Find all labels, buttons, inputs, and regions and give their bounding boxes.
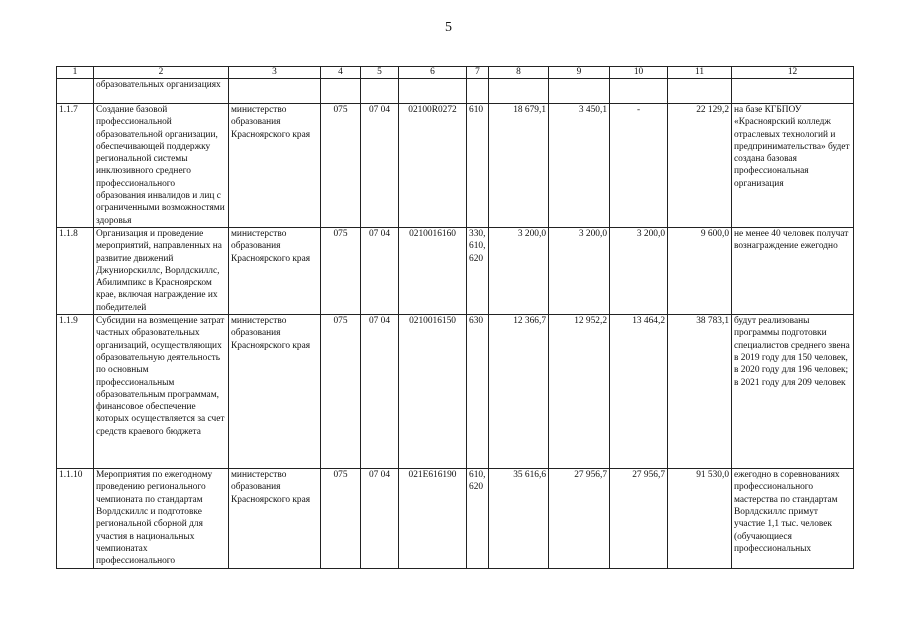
item-number [57, 79, 94, 104]
amount-2020 [549, 79, 610, 104]
amount-total: 91 530,0 [668, 469, 732, 569]
amount-total: 9 600,0 [668, 227, 732, 314]
expected-result: ежегодно в соревнованиях профессионального мастерства по стандартам Ворлдскиллс примут участие 1,1 тыс. человек (обучающиеся профессиональных [732, 469, 854, 569]
section-code: 07 04 [361, 104, 399, 228]
amount-2020: 12 952,2 [549, 315, 610, 469]
expected-result: будут реализованы программы подготовки специалистов среднего звена в 2019 году для 150 человек, в 2020 году для 196 человек; в 2021 году для 209 человек [732, 315, 854, 469]
expected-result: не менее 40 человек получат вознаграждение ежегодно [732, 227, 854, 314]
grbs-code [321, 79, 361, 104]
expense-type: 630 [467, 315, 489, 469]
amount-2021 [610, 79, 668, 104]
target-article: 021E616190 [399, 469, 467, 569]
column-number: 2 [94, 67, 229, 79]
grbs-code: 075 [321, 469, 361, 569]
amount-2021: 27 956,7 [610, 469, 668, 569]
activity-name: образовательных организациях [94, 79, 229, 104]
grbs-code: 075 [321, 227, 361, 314]
activity-name: Создание базовой профессиональной образовательной организации, обеспечивающей поддержку региональной системы инклюзивного среднего профессионального образования инвалидов и лиц с ограниченными возможностями здоровья [94, 104, 229, 228]
amount-2019 [489, 79, 549, 104]
responsible-body: министерство образования Красноярского края [229, 104, 321, 228]
column-number: 12 [732, 67, 854, 79]
amount-2019: 35 616,6 [489, 469, 549, 569]
activity-name: Организация и проведение мероприятий, направленных на развитие движений Джуниорскиллс, Ворлдскиллс, Абилимпикс в Красноярском крае, включая награждение их победителей [94, 227, 229, 314]
expense-type: 610, 620 [467, 469, 489, 569]
amount-total [668, 79, 732, 104]
activity-name: Мероприятия по ежегодному проведению регионального чемпионата по стандартам Ворлдскиллс и подготовке региональной сборной для участия в национальных чемпионатах профессионального [94, 469, 229, 569]
item-number: 1.1.10 [57, 469, 94, 569]
section-code: 07 04 [361, 315, 399, 469]
amount-2020: 3 450,1 [549, 104, 610, 228]
amount-total: 22 129,2 [668, 104, 732, 228]
target-article: 0210016150 [399, 315, 467, 469]
expected-result [732, 79, 854, 104]
target-article: 02100R0272 [399, 104, 467, 228]
column-number: 10 [610, 67, 668, 79]
column-number: 5 [361, 67, 399, 79]
table-row [57, 104, 854, 228]
amount-2019: 3 200,0 [489, 227, 549, 314]
item-number: 1.1.7 [57, 104, 94, 228]
table-row [57, 79, 854, 104]
amount-2019: 12 366,7 [489, 315, 549, 469]
target-article [399, 79, 467, 104]
column-number: 11 [668, 67, 732, 79]
column-number: 7 [467, 67, 489, 79]
column-number: 6 [399, 67, 467, 79]
section-code: 07 04 [361, 227, 399, 314]
column-number: 3 [229, 67, 321, 79]
grbs-code: 075 [321, 315, 361, 469]
expense-type [467, 79, 489, 104]
program-table [56, 66, 854, 569]
grbs-code: 075 [321, 104, 361, 228]
amount-2019: 18 679,1 [489, 104, 549, 228]
page-number: 5 [445, 20, 452, 35]
activity-name: Субсидии на возмещение затрат частных образовательных организаций, осуществляющих образовательную деятельность по основным профессиональным образовательным программам, финансовое обеспечение которых осуществляется за счет средств краевого бюджета [94, 315, 229, 469]
item-number: 1.1.8 [57, 227, 94, 314]
responsible-body: министерство образования Красноярского края [229, 227, 321, 314]
amount-2021: - [610, 104, 668, 228]
column-number-row [57, 67, 854, 79]
amount-2021: 3 200,0 [610, 227, 668, 314]
section-code: 07 04 [361, 469, 399, 569]
table-row [57, 469, 854, 569]
column-number: 1 [57, 67, 94, 79]
section-code [361, 79, 399, 104]
target-article: 0210016160 [399, 227, 467, 314]
expense-type: 330, 610, 620 [467, 227, 489, 314]
amount-total: 38 783,1 [668, 315, 732, 469]
column-number: 8 [489, 67, 549, 79]
column-number: 9 [549, 67, 610, 79]
responsible-body: министерство образования Красноярского края [229, 469, 321, 569]
column-number: 4 [321, 67, 361, 79]
amount-2020: 3 200,0 [549, 227, 610, 314]
responsible-body [229, 79, 321, 104]
table-row [57, 227, 854, 314]
table-row [57, 315, 854, 469]
responsible-body: министерство образования Красноярского края [229, 315, 321, 469]
amount-2021: 13 464,2 [610, 315, 668, 469]
expected-result: на базе КГБПОУ «Красноярский колледж отраслевых технологий и предпринимательства» будет создана базовая профессиональная организация [732, 104, 854, 228]
amount-2020: 27 956,7 [549, 469, 610, 569]
expense-type: 610 [467, 104, 489, 228]
item-number: 1.1.9 [57, 315, 94, 469]
